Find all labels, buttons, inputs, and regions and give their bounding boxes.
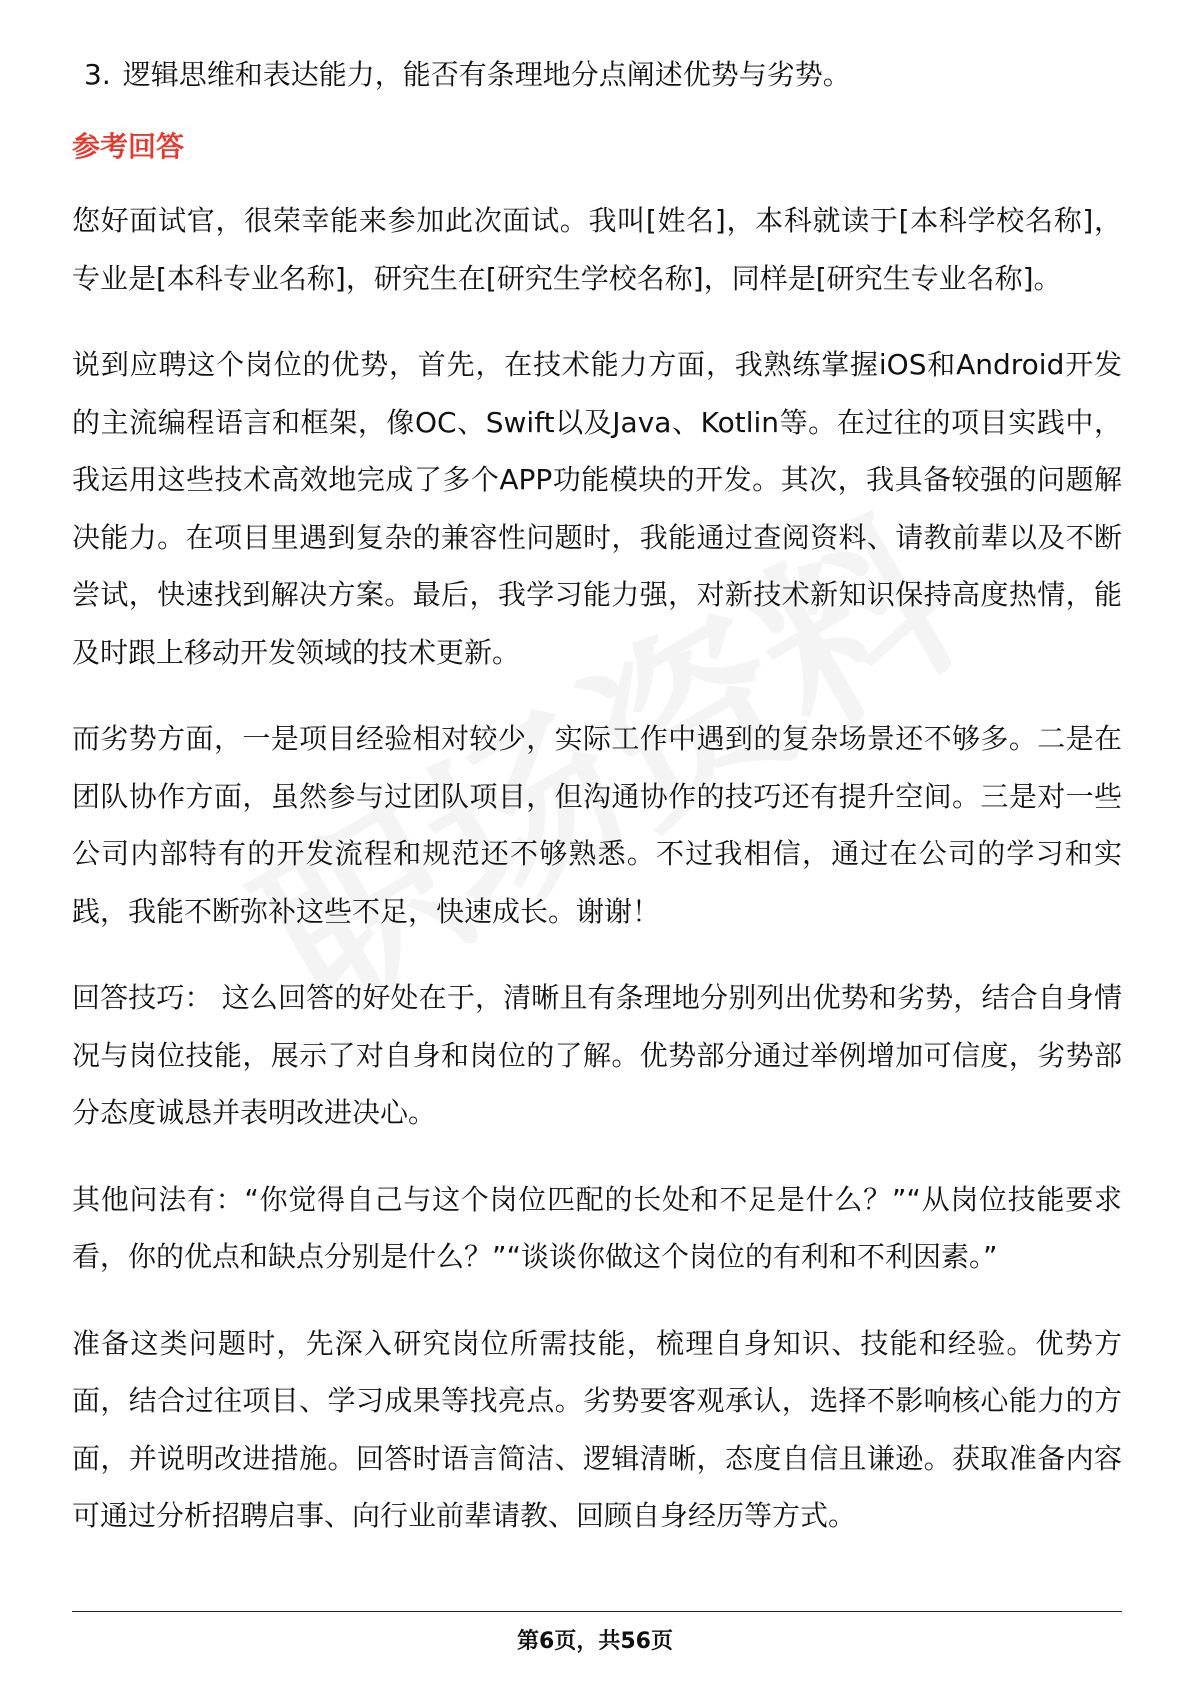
paragraph-introduction: 您好面试官，很荣幸能来参加此次面试。我叫[姓名]，本科就读于[本科学校名称]，专业是[本科专业名称]，研究生在[研究生学校名称]，同样是[研究生专业名称]。 — [72, 204, 1122, 295]
paragraph-weaknesses: 而劣势方面，一是项目经验相对较少，实际工作中遇到的复杂场景还不够多。二是在团队协作方面，虽然参与过团队项目，但沟通协作的技巧还有提升空间。三是对一些公司内部特有的开发流程和规范还不够熟悉。不过我相信，通过在公司的学习和实践，我能不断弥补这些不足，快速成长。谢谢！ — [72, 722, 1122, 928]
paragraph-preparation: 准备这类问题时，先深入研究岗位所需技能，梳理自身知识、技能和经验。优势方面，结合过往项目、学习成果等找亮点。劣势要客观承认，选择不影响核心能力的方面，并说明改进措施。回答时语言简洁、逻辑清晰，态度自信且谦逊。获取准备内容可通过分析招聘启事、向行业前辈请教、回顾自身经历等方式。 — [72, 1326, 1122, 1532]
paragraph-alternative-questions: 其他问法有：“你觉得自己与这个岗位匹配的长处和不足是什么？”“从岗位技能要求看，你的优点和缺点分别是什么？”“谈谈你做这个岗位的有利和不利因素。” — [72, 1182, 1122, 1273]
paragraph-strengths: 说到应聘这个岗位的优势，首先，在技术能力方面，我熟练掌握iOS和Android开发的主流编程语言和框架，像OC、Swift以及Java、Kotlin等。在过往的项目实践中，我运用这些技术高效地完成了多个APP功能模块的开发。其次，我具备较强的问题解决能力。在项目里遇到复杂的兼容性问题时，我能通过查阅资料、请教前辈以及不断尝试，快速找到解决方案。最后，我学习能力强，对新技术新知识保持高度热情，能及时跟上移动开发领域的技术更新。 — [72, 348, 1122, 669]
list-item-3 — [72, 48, 1122, 102]
page-number: 第6页，共56页 — [517, 1629, 673, 1654]
page-content — [72, 48, 1122, 1574]
answer-heading: 参考回答 — [72, 130, 185, 163]
list-item-number: 3. — [84, 58, 111, 91]
list-item-text: 逻辑思维和表达能力，能否有条理地分点阐述优势与劣势。 — [122, 58, 851, 91]
footer-divider — [72, 1611, 1122, 1612]
paragraph-answer-tips: 回答技巧： 这么回答的好处在于，清晰且有条理地分别列出优势和劣势，结合自身情况与岗位技能，展示了对自身和岗位的了解。优势部分通过举例增加可信度，劣势部分态度诚恳并表明改进决心。 — [72, 981, 1122, 1129]
